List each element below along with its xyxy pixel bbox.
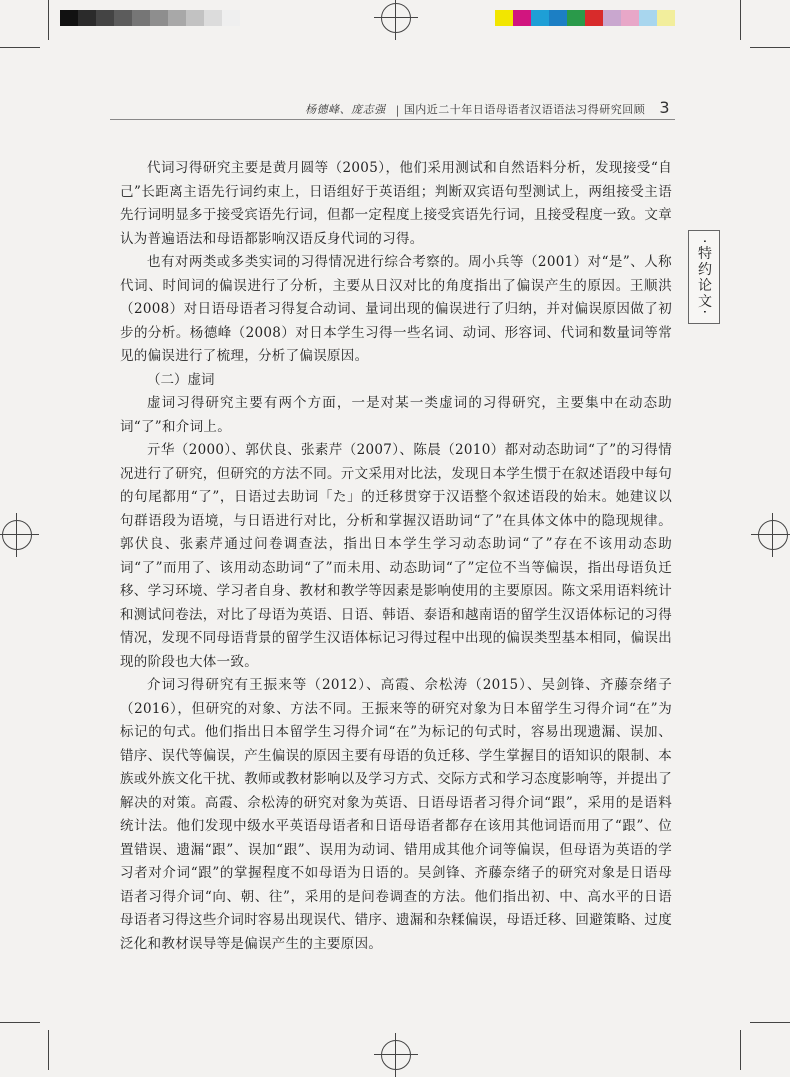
color-swatch (513, 10, 531, 26)
header-authors: 杨德峰、庞志强 (305, 103, 386, 116)
gray-swatch (60, 10, 78, 26)
crop-mark (48, 1030, 49, 1070)
header-rule (110, 119, 675, 120)
registration-mark-top (381, 3, 411, 33)
paragraph: 介词习得研究有王振来等（2012）、高霞、佘松涛（2015）、吴剑锋、齐藤奈绪子（2016），但研究的对象、方法不同。王振来等的研究对象为日本留学生习得介词“在”为标记的句式。他们指出日本留学生习得介词“在”为标记的句式时，容易出现遗漏、误加、错序、误代等偏误，产生偏误的原因主要有母语的负迁移、学生掌握目的语知识的限制、本族或外族文化干扰、教师或教材影响以及学习方式、交际方式和学习态度影响等，并提出了解决的对策。高霞、佘松涛的研究对象为英语、日语母语者习得介词“跟”，采用的是语料统计法。他们发现中级水平英语母语者和日语母语者都存在该用其他词语而用了“跟”、位置错误、遗漏“跟”、误加“跟”、误用为动词、错用成其他介词等偏误，但母语为英语的学习者对介词“跟”的掌握程度不如母语为日语的。吴剑锋、齐藤奈绪子的研究对象是日语母语者习得介词“向、朝、往”，采用的是问卷调查的方法。他们指出初、中、高水平的日语母语者习得这些介词时容易出现误代、错序、遗漏和杂糅偏误，母语迁移、回避策略、过度泛化和教材误导等是偏误产生的主要原因。 (120, 677, 672, 952)
color-swatch (657, 10, 675, 26)
crop-mark (750, 47, 790, 48)
paragraph: 亓华（2000）、郭伏良、张素芹（2007）、陈晨（2010）都对动态助词“了”的习得情况进行了研究，但研究的方法不同。亓文采用对比法，发现日本学生惯于在叙述语段中每句的句尾都用“了”，日语过去助词「た」的迁移贯穿于汉语整个叙述语段的始末。她建议以句群语段为语境，与日语进行对比，分析和掌握汉语助词“了”在具体文体中的隐现规律。郭伏良、张素芹通过问卷调查法，指出日本学生学习动态助词“了”存在不该用动态助词“了”而用了、该用动态助词“了”而未用、动态助词“了”定位不当等偏误，指出母语负迁移、学习环境、学习者自身、教材和教学等因素是影响使用的主要原因。陈文采用语料统计和测试问卷法，对比了母语为英语、日语、韩语、泰语和越南语的留学生汉语体标记的习得情况，发现不同母语背景的留学生汉语体标记习得过程中出现的偏误类型基本相同，偏误出现的阶段也大体一致。 (120, 442, 672, 670)
gray-swatch (132, 10, 150, 26)
registration-mark-bottom (381, 1040, 411, 1070)
gray-swatch (168, 10, 186, 26)
crop-mark (740, 0, 741, 40)
paragraph: 代词习得研究主要是黄月圆等（2005），他们采用测试和自然语料分析，发现接受“自己”长距离主语先行词约束上，日语组好于英语组；判断双宾语句型测试上，两组接受主语先行词明显多于接受宾语先行词，但都一定程度上接受宾语先行词，且接受程度一致。文章认为普遍语法和母语都影响汉语反身代词的习得。 (120, 160, 672, 247)
color-swatch (621, 10, 639, 26)
color-swatch (531, 10, 549, 26)
section-heading: （二）虚词 (147, 371, 215, 388)
paragraph: 也有对两类或多类实词的习得情况进行综合考察的。周小兵等（2001）对“是”、人称代词、时间词的偏误进行了分析，主要从日汉对比的角度指出了偏误产生的原因。王顺洪（2008）对日语母语者习得复合动词、量词出现的偏误进行了归纳，并对偏误原因做了初步的分析。杨德峰（2008）对日本学生习得一些名词、动词、形容词、代词和数量词等常见的偏误进行了梳理，分析了偏误原因。 (120, 254, 672, 364)
header-separator: | (395, 104, 400, 117)
color-swatch (603, 10, 621, 26)
crop-mark (750, 1022, 790, 1023)
section-side-tab (688, 230, 720, 324)
crop-mark (0, 1022, 40, 1023)
registration-mark-right (758, 520, 788, 550)
paragraph: 虚词习得研究主要有两个方面，一是对某一类虚词的习得研究，主要集中在动态助词“了”和介词上。 (120, 395, 672, 435)
crop-mark (48, 0, 49, 40)
color-swatch (585, 10, 603, 26)
cmyk-color-bar (495, 10, 675, 26)
grayscale-color-bar (60, 10, 240, 26)
side-tab-label: ·特约论文· (696, 238, 712, 316)
color-swatch (549, 10, 567, 26)
crop-mark (740, 1030, 741, 1070)
color-swatch (639, 10, 657, 26)
gray-swatch (222, 10, 240, 26)
gray-swatch (96, 10, 114, 26)
registration-mark-left (2, 520, 32, 550)
color-swatch (495, 10, 513, 26)
page-number: 3 (659, 98, 670, 117)
gray-swatch (204, 10, 222, 26)
gray-swatch (150, 10, 168, 26)
gray-swatch (78, 10, 96, 26)
article-body (120, 157, 672, 956)
gray-swatch (186, 10, 204, 26)
crop-mark (0, 47, 40, 48)
gray-swatch (114, 10, 132, 26)
running-header (300, 95, 670, 117)
header-title: 国内近二十年日语母语者汉语语法习得研究回顾 (403, 103, 646, 116)
color-swatch (567, 10, 585, 26)
